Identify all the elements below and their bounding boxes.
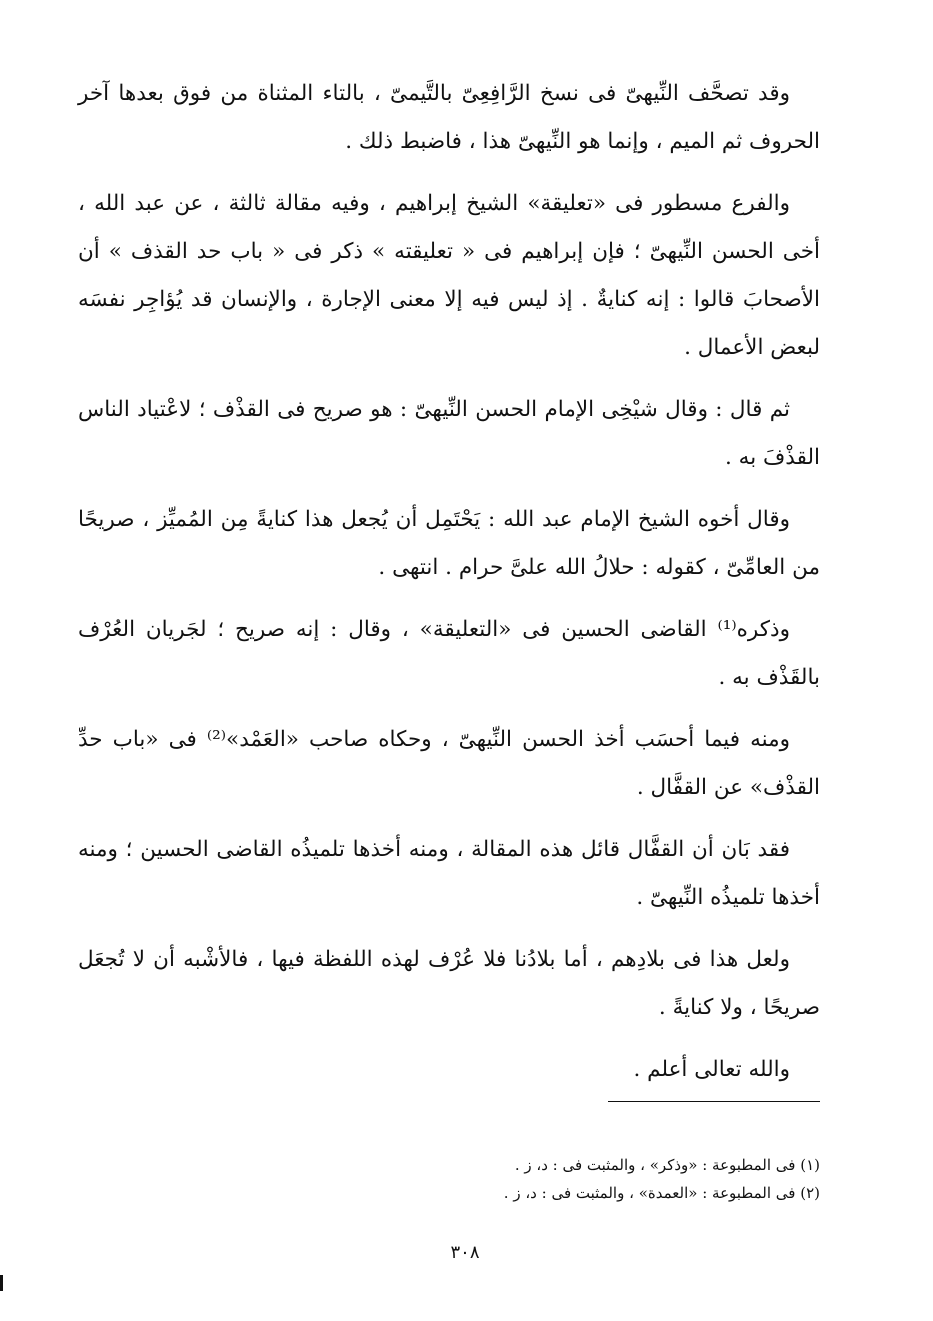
- closing-paragraph: والله تعالى أعلم .: [633, 1057, 790, 1082]
- main-text: [78, 70, 820, 1108]
- footnote-divider: [608, 1101, 820, 1102]
- footnote-1: (١) فى المطبوعة : «وذكر» ، والمثبت فى : د، ز .: [514, 1156, 820, 1174]
- page-number: ٣٠٨: [450, 1242, 480, 1263]
- scan-edge-mark: [0, 1275, 3, 1291]
- paragraph: ومنه فيما أحسَب أخذ الحسن النِّيهىّ ، وحكاه صاحب «العَمْد»⁽²⁾ فى «باب حدِّ القذْف» عن القفَّال .: [78, 727, 820, 800]
- paragraph: وقد تصحَّف النِّيهىّ فى نسخ الرَّافِعِىّ بالتَّيمىّ ، بالتاء المثناة من فوق بعدها آخر الحروف ثم الميم ، وإنما هو النِّيهىّ هذا ، فاضبط ذلك .: [78, 81, 820, 154]
- footnote-2: (٢) فى المطبوعة : «العمدة» ، والمثبت فى : د، ز .: [503, 1184, 820, 1202]
- paragraph: والفرع مسطور فى «تعليقة» الشيخ إبراهيم ، وفيه مقالة ثالثة ، عن عبد الله ، أخى الحسن النِّيهىّ ؛ فإن إبراهيم فى « تعليقته » ذكر فى « باب حد القذف » أن الأصحابَ قالوا : إنه كنايةٌ . إذ ليس فيه إلا معنى الإجارة ، والإنسان قد يُؤاجِر نفسَه لبعض الأعمال .: [78, 191, 820, 360]
- footnotes: [360, 1151, 820, 1207]
- paragraph: وذكره⁽¹⁾ القاضى الحسين فى «التعليقة» ، وقال : إنه صريح ؛ لجَريان العُرْف بالقَذْف به .: [78, 617, 820, 690]
- paragraph: ثم قال : وقال شيْخِى الإمام الحسن النِّيهىّ : هو صريح فى القذْف ؛ لاعْتياد الناس القذْفَ به .: [78, 397, 820, 470]
- paragraph: وقال أخوه الشيخ الإمام عبد الله : يَحْتَمِل أن يُجعل هذا كنايةً مِن المُميِّز ، صريحًا من العامِّىّ ، كقوله : حلالُ الله علىَّ حرام . انتهى .: [78, 507, 820, 580]
- paragraph: ولعل هذا فى بلادِهم ، أما بلادُنا فلا عُرْف لهذه اللفظة فيها ، فالأشْبه أن لا تُجعَل صريحًا ، ولا كنايةً .: [78, 947, 820, 1020]
- paragraph: فقد بَان أن القفَّال قائل هذه المقالة ، ومنه أخذها تلميذُه القاضى الحسين ؛ ومنه أخذها تلميذُه النِّيهىّ .: [78, 837, 820, 910]
